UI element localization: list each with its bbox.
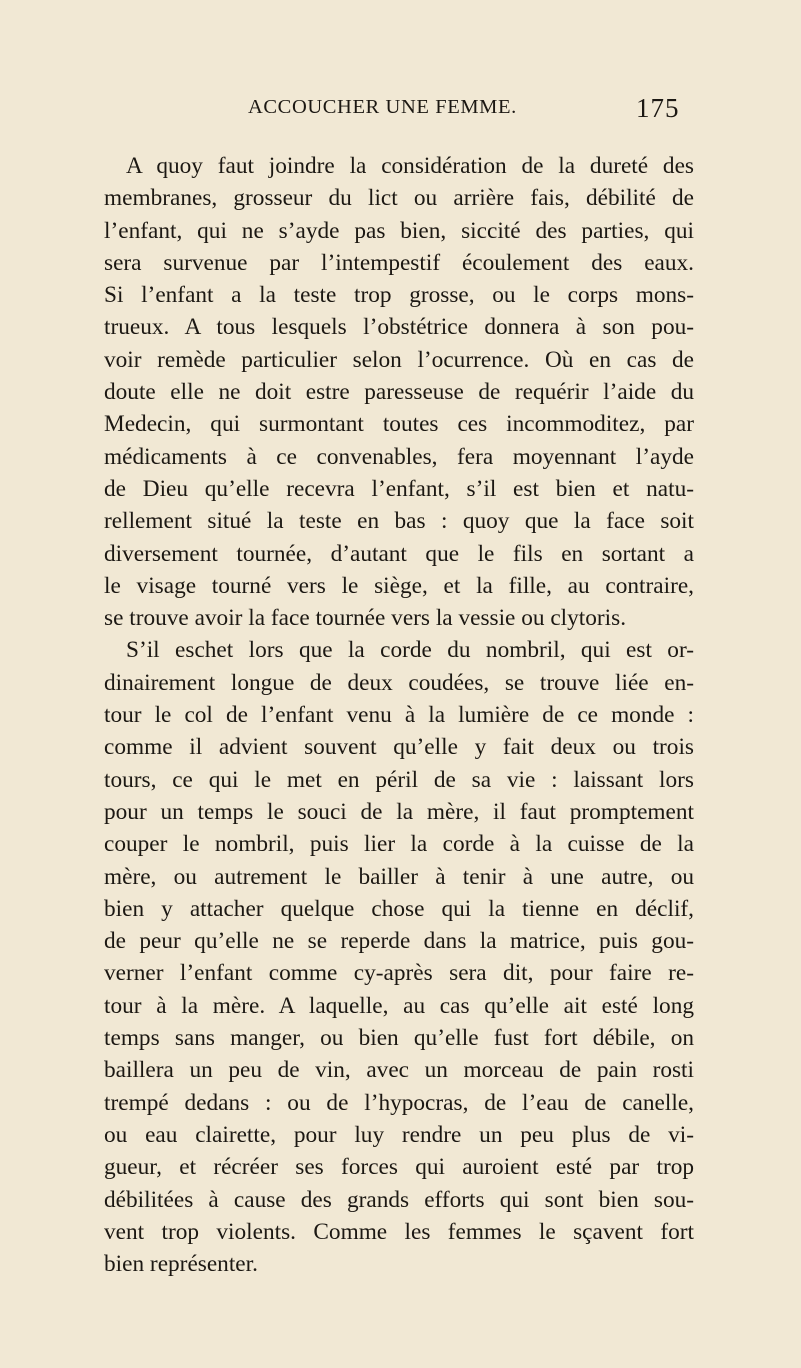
text-line: Medecin, qui surmontant toutes ces incommoditez, par — [104, 411, 694, 438]
paragraph — [104, 634, 694, 1280]
page-number: 175 — [636, 93, 680, 123]
text-line: bien représenter. — [104, 1251, 258, 1278]
text-line: doute elle ne doit estre paresseuse de requérir l’aide du — [104, 379, 694, 406]
text-line: rellement situé la teste en bas : quoy que la face soit — [104, 508, 694, 535]
text-line: gueur, et récréer ses forces qui auroient esté par trop — [104, 1154, 694, 1181]
text-line: baillera un peu de vin, avec un morceau de pain rosti — [104, 1057, 694, 1084]
text-line: comme il advient souvent qu’elle y fait deux ou trois — [104, 734, 694, 761]
text-line: A quoy faut joindre la considération de la dureté des — [126, 153, 694, 179]
running-head — [0, 93, 801, 130]
text-line: ou eau clairette, pour luy rendre un peu plus de vi- — [104, 1121, 694, 1148]
text-line: se trouve avoir la face tournée vers la vessie ou clytoris. — [104, 605, 627, 632]
body-text — [104, 150, 694, 1280]
text-line: bien y attacher quelque chose qui la tienne en déclif, — [104, 895, 694, 922]
text-line: voir remède particulier selon l’ocurrence. Où en cas de — [104, 346, 694, 373]
text-line: le visage tourné vers le siège, et la fille, au contraire, — [104, 572, 694, 599]
text-line: tour à la mère. A laquelle, au cas qu’elle ait esté long — [104, 992, 694, 1019]
text-line: verner l’enfant comme cy-après sera dit, pour faire re- — [104, 960, 694, 987]
text-line: vent trop violents. Comme les femmes le sçavent fort — [104, 1218, 694, 1245]
text-line: S’il eschet lors que la corde du nombril, qui est or- — [126, 637, 694, 664]
text-line: temps sans manger, ou bien qu’elle fust fort débile, on — [104, 1025, 694, 1052]
text-line: couper le nombril, puis lier la corde à la cuisse de la — [104, 831, 694, 858]
text-line: de peur qu’elle ne se reperde dans la matrice, puis gou- — [104, 928, 694, 955]
paragraph — [104, 150, 694, 634]
text-line: tour le col de l’enfant venu à la lumière de ce monde : — [104, 702, 694, 729]
text-line: l’enfant, qui ne s’ayde pas bien, siccité des parties, qui — [104, 217, 694, 244]
text-line: débilitées à cause des grands efforts qui sont bien sou- — [104, 1186, 694, 1213]
text-line: mère, ou autrement le bailler à tenir à une autre, ou — [104, 863, 694, 890]
text-line: sera survenue par l’intempestif écoulement des eaux. — [104, 249, 694, 276]
text-line: diversement tournée, d’autant que le fils en sortant a — [104, 540, 694, 567]
text-line: tours, ce qui le met en péril de sa vie : laissant lors — [104, 766, 694, 793]
text-line: trueux. A tous lesquels l’obstétrice donnera à son pou- — [104, 314, 694, 341]
text-line: de Dieu qu’elle recevra l’enfant, s’il est bien et natu- — [104, 475, 694, 502]
text-line: médicaments à ce convenables, fera moyennant l’ayde — [104, 443, 694, 470]
text-line: membranes, grosseur du lict ou arrière fais, débilité de — [104, 185, 694, 212]
text-line: trempé dedans : ou de l’hypocras, de l’eau de canelle, — [104, 1089, 694, 1116]
text-line: Si l’enfant a la teste trop grosse, ou le corps mons- — [104, 282, 694, 309]
text-line: pour un temps le souci de la mère, il faut promptement — [104, 798, 694, 825]
text-line: dinairement longue de deux coudées, se trouve liée en- — [104, 669, 694, 696]
running-title: ACCOUCHER UNE FEMME. — [248, 96, 517, 118]
